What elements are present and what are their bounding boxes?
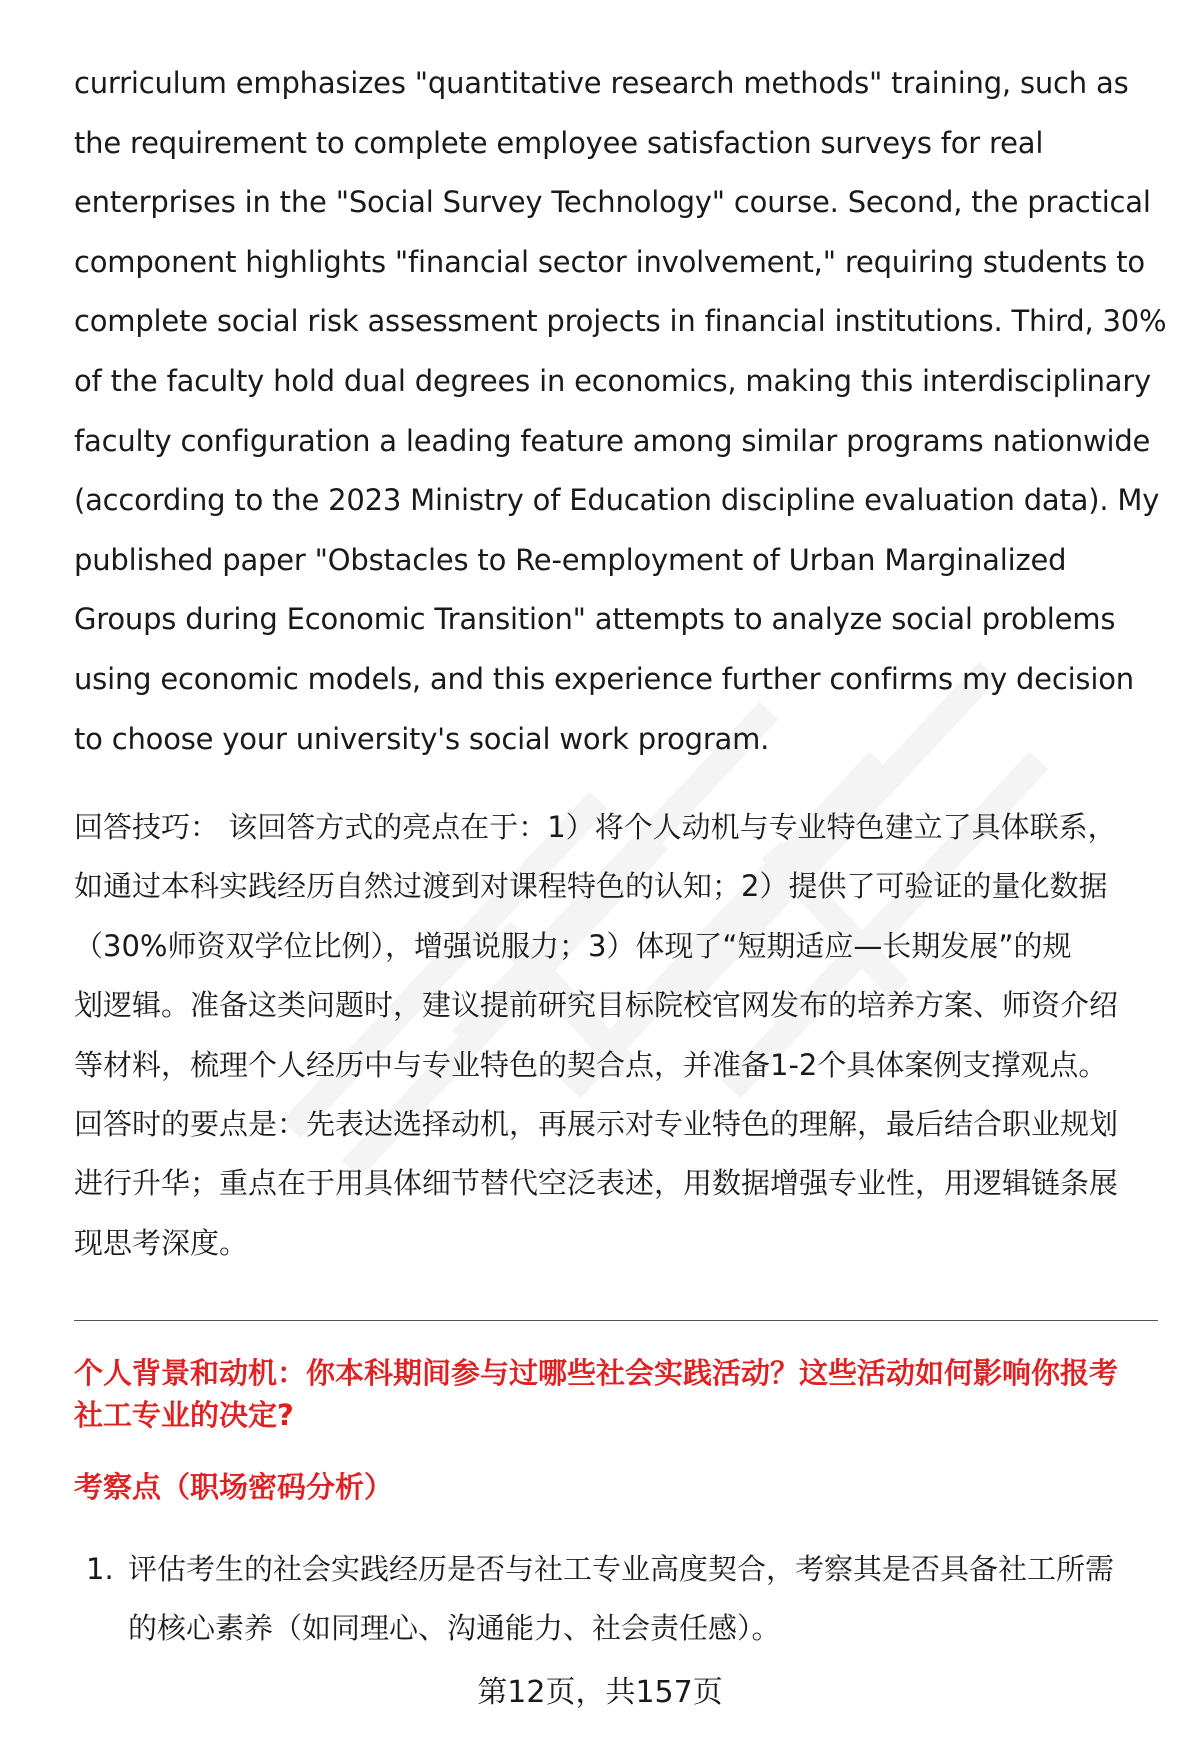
tips-line: 现思考深度。 bbox=[74, 1225, 249, 1260]
paragraph-line: curriculum emphasizes "quantitative research methods" training, such as bbox=[74, 66, 1129, 100]
paragraph-line: component highlights "financial sector involvement," requiring students to bbox=[74, 244, 1145, 279]
paragraph-line: of the faculty hold dual degrees in economics, making this interdisciplinary bbox=[74, 363, 1152, 398]
paragraph-line: published paper "Obstacles to Re-employment of Urban Marginalized bbox=[74, 542, 1067, 577]
paragraph-line: the requirement to complete employee satisfaction surveys for real bbox=[74, 125, 1044, 160]
list-item-line: 的核心素养（如同理心、沟通能力、社会责任感）。 bbox=[128, 1611, 781, 1645]
paragraph-line: (according to the 2023 Ministry of Education discipline evaluation data). My bbox=[74, 483, 1160, 518]
list-item bbox=[74, 1540, 1160, 1658]
tips-line: 等材料，梳理个人经历中与专业特色的契合点，并准备1-2个具体案例支撑观点。 bbox=[74, 1047, 1108, 1082]
list-item-number: 1. bbox=[86, 1552, 114, 1586]
paragraph-line: Groups during Economic Transition" attempts to analyze social problems bbox=[74, 602, 1116, 637]
question-line: 社工专业的决定? bbox=[74, 1398, 294, 1432]
paragraph-line: faculty configuration a leading feature among similar programs nationwide bbox=[74, 423, 1151, 458]
tips-line: （30%师资双学位比例），增强说服力；3）体现了“短期适应—长期发展”的规 bbox=[74, 928, 1072, 963]
assessment-points-list bbox=[74, 1540, 1160, 1658]
list-item-line: 评估考生的社会实践经历是否与社工专业高度契合，考察其是否具备社工所需 bbox=[128, 1552, 1115, 1586]
paragraph-line: enterprises in the "Social Survey Technology" course. Second, the practical bbox=[74, 185, 1151, 220]
section-heading: 考察点（职场密码分析） bbox=[74, 1470, 394, 1504]
tips-line: 划逻辑。准备这类问题时，建议提前研究目标院校官网发布的培养方案、师资介绍 bbox=[74, 988, 1119, 1023]
paragraph-line: complete social risk assessment projects in financial institutions. Third, 30% bbox=[74, 304, 1167, 339]
tips-line: 如通过本科实践经历自然过渡到对课程特色的认知；2）提供了可验证的量化数据 bbox=[74, 869, 1108, 904]
interview-question bbox=[74, 1352, 1160, 1436]
page-number-footer: 第12页，共157页 bbox=[477, 1675, 723, 1710]
answer-tips-paragraph bbox=[74, 798, 1160, 1273]
question-line: 个人背景和动机：你本科期间参与过哪些社会实践活动？这些活动如何影响你报考 bbox=[74, 1356, 1119, 1390]
tips-line: 回答时的要点是：先表达选择动机，再展示对专业特色的理解，最后结合职业规划 bbox=[74, 1107, 1119, 1142]
paragraph-line: using economic models, and this experience further confirms my decision bbox=[74, 661, 1134, 696]
paragraph-line: to choose your university's social work program. bbox=[74, 721, 770, 756]
section-divider bbox=[74, 1320, 1158, 1321]
english-paragraph bbox=[74, 54, 1167, 769]
tips-line: 进行升华；重点在于用具体细节替代空泛表述，用数据增强专业性，用逻辑链条展 bbox=[74, 1166, 1119, 1201]
tips-line: 回答技巧： 该回答方式的亮点在于：1）将个人动机与专业特色建立了具体联系， bbox=[74, 810, 1117, 844]
